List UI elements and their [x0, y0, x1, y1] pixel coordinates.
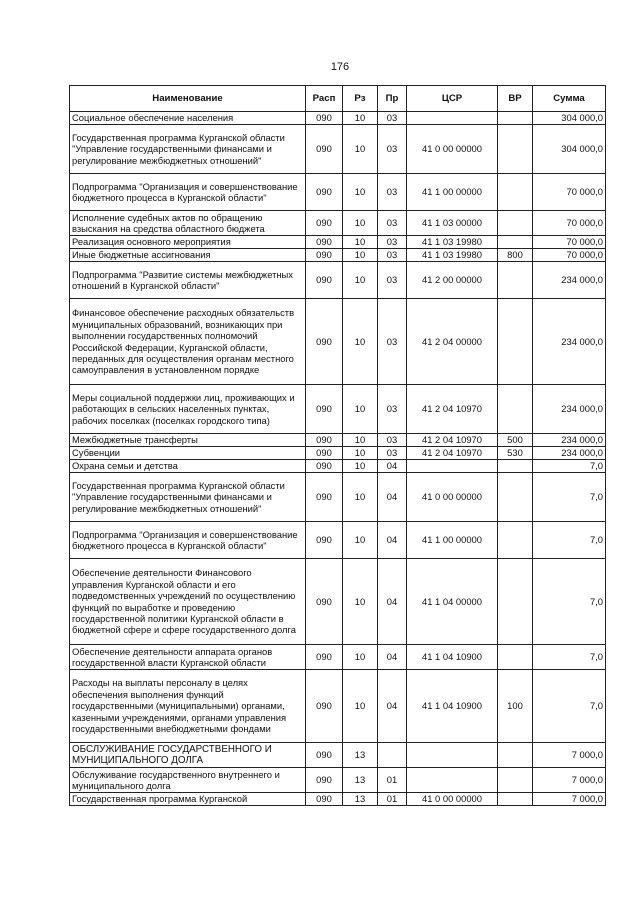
row-vr — [498, 112, 533, 125]
row-rz: 10 — [343, 299, 378, 385]
row-csr — [407, 743, 498, 768]
table-row — [70, 793, 606, 806]
row-pr: 03 — [378, 434, 407, 447]
row-name: Социальное обеспечение населения — [70, 112, 306, 125]
row-pr: 03 — [378, 174, 407, 211]
row-sum: 70 000,0 — [533, 236, 606, 249]
row-rasp: 090 — [306, 125, 343, 174]
row-vr — [498, 522, 533, 559]
table-row — [70, 473, 606, 522]
row-name: Иные бюджетные ассигнования — [70, 249, 306, 262]
row-rasp: 090 — [306, 299, 343, 385]
table-row — [70, 743, 606, 768]
row-rz: 10 — [343, 211, 378, 236]
row-vr — [498, 125, 533, 174]
table-row — [70, 125, 606, 174]
row-rasp: 090 — [306, 473, 343, 522]
row-vr — [498, 793, 533, 806]
row-csr: 41 1 03 19980 — [407, 236, 498, 249]
budget-table — [69, 85, 606, 806]
row-rz: 10 — [343, 112, 378, 125]
row-csr: 41 2 04 00000 — [407, 299, 498, 385]
row-rz: 10 — [343, 262, 378, 299]
row-pr: 04 — [378, 670, 407, 743]
row-sum: 7,0 — [533, 460, 606, 473]
row-pr: 03 — [378, 447, 407, 460]
row-name: Подпрограмма "Развитие системы межбюджетных отношений в Курганской области" — [70, 262, 306, 299]
row-name: Реализация основного мероприятия — [70, 236, 306, 249]
row-sum: 7 000,0 — [533, 768, 606, 793]
row-rasp: 090 — [306, 262, 343, 299]
row-pr: 03 — [378, 112, 407, 125]
row-sum: 304 000,0 — [533, 125, 606, 174]
row-sum: 7,0 — [533, 559, 606, 645]
row-name: Обеспечение деятельности аппарата органов государственной власти Курганской области — [70, 645, 306, 670]
row-csr — [407, 460, 498, 473]
row-csr: 41 1 04 10900 — [407, 645, 498, 670]
row-vr — [498, 385, 533, 434]
row-sum: 234 000,0 — [533, 434, 606, 447]
table-body — [70, 112, 606, 806]
row-vr — [498, 236, 533, 249]
row-vr: 100 — [498, 670, 533, 743]
row-csr — [407, 112, 498, 125]
row-rz: 10 — [343, 473, 378, 522]
row-sum: 70 000,0 — [533, 211, 606, 236]
header-rasp: Расп — [306, 86, 343, 112]
row-sum: 7 000,0 — [533, 793, 606, 806]
row-vr — [498, 299, 533, 385]
table-row — [70, 768, 606, 793]
row-pr: 03 — [378, 249, 407, 262]
row-vr — [498, 645, 533, 670]
row-rz: 13 — [343, 768, 378, 793]
row-vr — [498, 768, 533, 793]
table-row — [70, 249, 606, 262]
header-pr: Пр — [378, 86, 407, 112]
table-row — [70, 645, 606, 670]
row-vr — [498, 262, 533, 299]
row-name: Подпрограмма "Организация и совершенствование бюджетного процесса в Курганской области" — [70, 174, 306, 211]
row-vr — [498, 473, 533, 522]
table-row — [70, 460, 606, 473]
row-sum: 234 000,0 — [533, 299, 606, 385]
row-rz: 10 — [343, 460, 378, 473]
row-csr: 41 0 00 00000 — [407, 473, 498, 522]
row-vr: 800 — [498, 249, 533, 262]
row-pr: 03 — [378, 385, 407, 434]
row-vr — [498, 460, 533, 473]
row-pr: 03 — [378, 211, 407, 236]
row-rz: 10 — [343, 522, 378, 559]
row-vr — [498, 174, 533, 211]
row-name: Подпрограмма "Организация и совершенствование бюджетного процесса в Курганской области" — [70, 522, 306, 559]
row-csr: 41 1 04 10900 — [407, 670, 498, 743]
row-sum: 304 000,0 — [533, 112, 606, 125]
row-csr: 41 1 04 00000 — [407, 559, 498, 645]
row-csr: 41 1 03 19980 — [407, 249, 498, 262]
row-vr: 530 — [498, 447, 533, 460]
row-sum: 7,0 — [533, 670, 606, 743]
row-rz: 13 — [343, 793, 378, 806]
table-row — [70, 447, 606, 460]
table-row — [70, 522, 606, 559]
row-pr: 03 — [378, 236, 407, 249]
row-rz: 10 — [343, 236, 378, 249]
row-name: Расходы на выплаты персоналу в целях обеспечения выполнения функций государственными (муниципальными) органами, казенными учреждениями, органами управления государственными внебюджетными фондами — [70, 670, 306, 743]
row-name: ОБСЛУЖИВАНИЕ ГОСУДАРСТВЕННОГО И МУНИЦИПАЛЬНОГО ДОЛГА — [70, 743, 306, 768]
row-rasp: 090 — [306, 385, 343, 434]
row-rasp: 090 — [306, 447, 343, 460]
row-pr: 01 — [378, 793, 407, 806]
row-pr: 01 — [378, 768, 407, 793]
table-row — [70, 559, 606, 645]
row-pr: 04 — [378, 460, 407, 473]
row-rasp: 090 — [306, 112, 343, 125]
header-name: Наименование — [70, 86, 306, 112]
table-row — [70, 670, 606, 743]
header-row — [70, 86, 606, 112]
row-sum: 7,0 — [533, 473, 606, 522]
row-rasp: 090 — [306, 793, 343, 806]
page-number: 176 — [330, 61, 350, 73]
row-vr — [498, 559, 533, 645]
row-name: Обслуживание государственного внутреннего и муниципального долга — [70, 768, 306, 793]
row-rasp: 090 — [306, 174, 343, 211]
row-vr — [498, 211, 533, 236]
row-rz: 10 — [343, 174, 378, 211]
row-name: Финансовое обеспечение расходных обязательств муниципальных образований, возникающих при выполнении государственных полномочий Российской Федерации, Курганской области, переданных для осуществления органам местного самоуправления в установленном порядке — [70, 299, 306, 385]
row-rasp: 090 — [306, 743, 343, 768]
header-vr: ВР — [498, 86, 533, 112]
row-rz: 10 — [343, 559, 378, 645]
row-sum: 234 000,0 — [533, 447, 606, 460]
row-csr: 41 1 03 00000 — [407, 211, 498, 236]
row-rasp: 090 — [306, 559, 343, 645]
row-rasp: 090 — [306, 249, 343, 262]
row-rz: 10 — [343, 125, 378, 174]
row-vr — [498, 743, 533, 768]
row-rasp: 090 — [306, 522, 343, 559]
row-name: Субвенции — [70, 447, 306, 460]
row-rasp: 090 — [306, 768, 343, 793]
row-csr: 41 0 00 00000 — [407, 125, 498, 174]
row-pr — [378, 743, 407, 768]
row-csr — [407, 768, 498, 793]
row-pr: 04 — [378, 645, 407, 670]
row-pr: 03 — [378, 125, 407, 174]
row-sum: 70 000,0 — [533, 174, 606, 211]
table-row — [70, 434, 606, 447]
row-sum: 7 000,0 — [533, 743, 606, 768]
row-rasp: 090 — [306, 236, 343, 249]
row-rasp: 090 — [306, 434, 343, 447]
row-rasp: 090 — [306, 645, 343, 670]
row-rasp: 090 — [306, 670, 343, 743]
row-csr: 41 1 00 00000 — [407, 522, 498, 559]
row-rz: 10 — [343, 645, 378, 670]
row-csr: 41 2 04 10970 — [407, 385, 498, 434]
row-sum: 7,0 — [533, 645, 606, 670]
table-row — [70, 236, 606, 249]
row-rz: 10 — [343, 249, 378, 262]
table-row — [70, 112, 606, 125]
row-pr: 03 — [378, 299, 407, 385]
table-row — [70, 174, 606, 211]
row-pr: 04 — [378, 522, 407, 559]
row-pr: 04 — [378, 559, 407, 645]
header-csr: ЦСР — [407, 86, 498, 112]
row-name: Государственная программа Курганской области "Управление государственными финансами и регулирование межбюджетных отношений" — [70, 125, 306, 174]
row-name: Охрана семьи и детства — [70, 460, 306, 473]
row-pr: 04 — [378, 473, 407, 522]
row-rz: 10 — [343, 434, 378, 447]
row-sum: 234 000,0 — [533, 385, 606, 434]
row-name: Межбюджетные трансферты — [70, 434, 306, 447]
row-name: Государственная программа Курганской — [70, 793, 306, 806]
row-sum: 70 000,0 — [533, 249, 606, 262]
row-csr: 41 2 04 10970 — [407, 434, 498, 447]
table-row — [70, 299, 606, 385]
row-rz: 10 — [343, 385, 378, 434]
row-name: Обеспечение деятельности Финансового управления Курганской области и его подведомственных учреждений по осуществлению функций по выработке и проведению государственной политики Курганской области в бюджетной сфере и сфере государственного долга — [70, 559, 306, 645]
row-rz: 10 — [343, 447, 378, 460]
row-pr: 03 — [378, 262, 407, 299]
table-row — [70, 385, 606, 434]
table-row — [70, 211, 606, 236]
row-vr: 500 — [498, 434, 533, 447]
row-name: Государственная программа Курганской области "Управление государственными финансами и регулирование межбюджетных отношений" — [70, 473, 306, 522]
header-sum: Сумма — [533, 86, 606, 112]
table-row — [70, 262, 606, 299]
row-csr: 41 2 00 00000 — [407, 262, 498, 299]
row-rasp: 090 — [306, 211, 343, 236]
row-csr: 41 0 00 00000 — [407, 793, 498, 806]
row-sum: 7,0 — [533, 522, 606, 559]
row-csr: 41 2 04 10970 — [407, 447, 498, 460]
row-rz: 13 — [343, 743, 378, 768]
header-rz: Рз — [343, 86, 378, 112]
row-name: Меры социальной поддержки лиц, проживающих и работающих в сельских населенных пунктах, рабочих поселках (поселках городского типа) — [70, 385, 306, 434]
row-name: Исполнение судебных актов по обращению взыскания на средства областного бюджета — [70, 211, 306, 236]
table-header — [70, 86, 606, 112]
row-rasp: 090 — [306, 460, 343, 473]
row-rz: 10 — [343, 670, 378, 743]
row-sum: 234 000,0 — [533, 262, 606, 299]
row-csr: 41 1 00 00000 — [407, 174, 498, 211]
